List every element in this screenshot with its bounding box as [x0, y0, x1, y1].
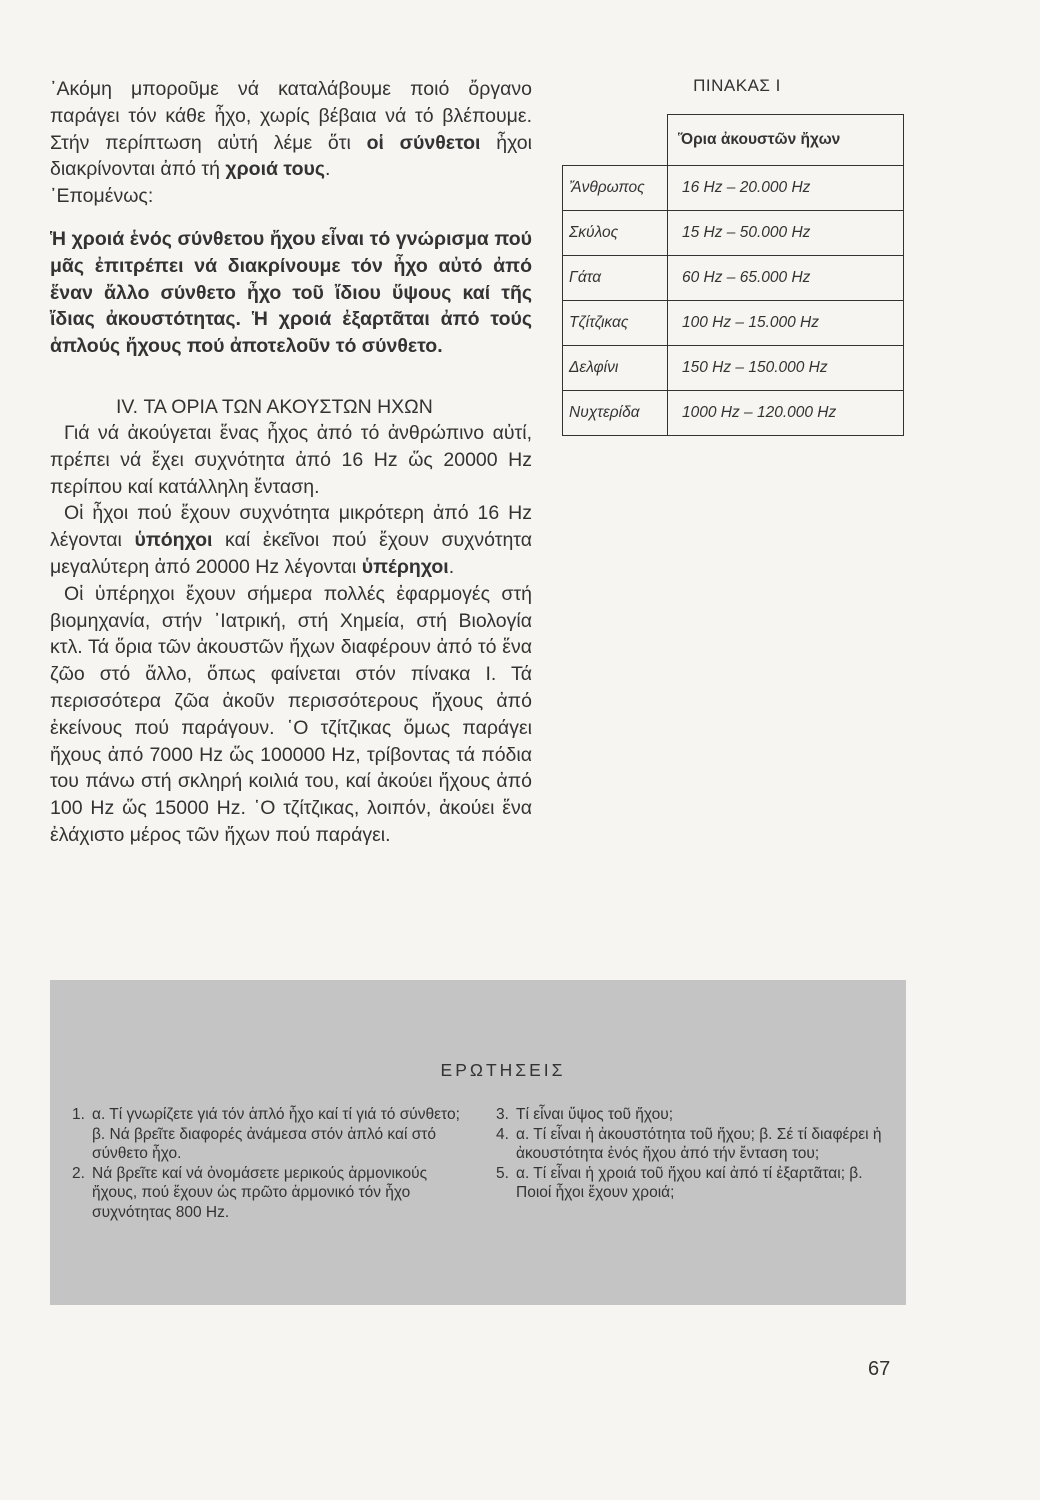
table-row	[563, 256, 904, 301]
animal-cell: Σκύλος	[563, 211, 668, 256]
table-corner	[563, 115, 668, 166]
animal-cell: Νυχτερίδα	[563, 391, 668, 436]
questions-left-column	[72, 1105, 472, 1222]
table-header-row	[563, 115, 904, 166]
question-number: 4.	[496, 1125, 509, 1143]
animal-cell: Τζίτζικας	[563, 301, 668, 346]
question-text: α. Τί γνωρίζετε γιά τόν ἁπλό ἦχο καί τί γιά τό σύνθετο; β. Νά βρεῖτε διαφορές ἀνάμεσα στόν ἁπλό καί στό σύνθετο ἦχο.	[92, 1106, 460, 1162]
timbre-definition: Ἡ χροιά ἑνός σύνθετου ἤχου εἶναι τό γνώρισμα πού μᾶς ἐπιτρέπει νά διακρίνουμε τόν ἦχο αὐτό ἀπό ἕναν ἄλλο σύνθετο ἦχο τοῦ ἴδιου ὕψους καί τῆς ἴδιας ἀκουστότητας. Ἡ χροιά ἐξαρτᾶται ἀπό τούς ἁπλούς ἤχους πού ἀποτελοῦν τό σύνθετο.	[50, 227, 532, 358]
paragraph-infrasound-ultrasound: Οἱ ἦχοι πού ἔχουν συχνότητα μικρότερη ἀπό 16 Hz λέγονται ὑπόηχοι καί ἐκεῖνοι πού ἔχουν συχνότητα μεγαλύτερη ἀπό 20000 Hz λέγονται ὑπέρηχοι.	[50, 502, 532, 578]
table-row	[563, 166, 904, 211]
questions-title: ΕΡΩΤΗΣΕΙΣ	[440, 1060, 566, 1080]
table-row	[563, 301, 904, 346]
hearing-range-table	[562, 114, 904, 436]
paragraph-timbre-intro: ᾽Ακόμη μποροῦμε νά καταλάβουμε ποιό ὄργανο παράγει τόν κάθε ἦχο, χωρίς βέβαια νά τό βλέπουμε. Στήν περίπτωση αὐτή λέμε ὅτι οἱ σύνθετοι ἦχοι διακρίνονται ἀπό τή χροιά τους.	[50, 78, 532, 181]
hearing-range-table-section	[562, 76, 904, 436]
question-item	[72, 1105, 472, 1164]
bold-term-infrasound: ὑπόηχοι	[134, 529, 213, 552]
main-text-column	[50, 76, 532, 849]
bold-term-ultrasound: ὑπέρηχοι	[361, 555, 449, 578]
question-item	[496, 1125, 886, 1164]
range-cell: 1000 Hz – 120.000 Hz	[668, 391, 904, 436]
question-item	[496, 1105, 886, 1125]
range-cell: 15 Hz – 50.000 Hz	[668, 211, 904, 256]
question-number: 3.	[496, 1106, 509, 1123]
bold-term-timbre: χροιά τους	[225, 158, 325, 181]
table-header: Ὅρια ἀκουστῶν ἤχων	[668, 115, 904, 166]
question-number: 2.	[72, 1164, 85, 1182]
page-number: 67	[868, 1358, 891, 1380]
paragraph-ultrasound-applications: Οἱ ὑπέρηχοι ἔχουν σήμερα πολλές ἐφαρμογές στή βιομηχανία, στήν ᾽Ιατρική, στή Χημεία, στή Βιολογία κτλ. Τά ὅρια τῶν ἀκουστῶν ἤχων διαφέρουν ἀπό τό ἕνα ζῶο στό ἄλλο, ὅπως φαίνεται στόν πίνακα Ι. Τά περισσότερα ζῶα ἀκοῦν περισσότερους ἤχους ἀπό ἐκείνους πού παράγουν. ῾Ο τζίτζικας ὅμως παράγει ἤχους ἀπό 7000 Hz ὥς 100000 Hz, τρίβοντας τά πόδια του πάνω στή σκληρή κοιλιά του, καί ἀκούει ἤχους ἀπό 100 Hz ὥς 15000 Hz. ῾Ο τζίτζικας, λοιπόν, ἀκούει ἕνα ἐλάχιστο μέρος τῶν ἤχων πού παράγει.	[50, 582, 532, 846]
animal-cell: Ἄνθρωπος	[563, 166, 668, 211]
question-item	[72, 1164, 472, 1223]
range-cell: 150 Hz – 150.000 Hz	[668, 346, 904, 391]
bold-term-composite: οἱ σύνθετοι	[366, 131, 481, 154]
range-cell: 60 Hz – 65.000 Hz	[668, 256, 904, 301]
question-text: α. Τί εἶναι ἡ χροιά τοῦ ἤχου καί ἀπό τί ἐξαρτᾶται; β. Ποιοί ἦχοι ἔχουν χροιά;	[516, 1164, 863, 1201]
question-number: 5.	[496, 1164, 509, 1182]
animal-cell: Δελφίνι	[563, 346, 668, 391]
paragraph-audible-range: Γιά νά ἀκούγεται ἕνας ἦχος ἀπό τό ἀνθρώπινο αὐτί, πρέπει νά ἔχει συχνότητα ἀπό 16 Hz ὥς 20000 Hz περίπου καί κατάλληλη ἔνταση.	[50, 421, 532, 498]
question-text: Τί εἶναι ὕψος τοῦ ἤχου;	[516, 1106, 674, 1123]
questions-box	[50, 980, 906, 1305]
question-text: α. Τί εἶναι ἡ ἀκουστότητα τοῦ ἤχου; β. Σέ τί διαφέρει ἡ ἀκουστότητα ἑνός ἤχου ἀπό τήν ἔνταση του;	[516, 1125, 882, 1162]
paragraph-therefore: ᾽Επομένως:	[50, 185, 154, 208]
questions-right-column	[496, 1105, 886, 1203]
section-heading: IV. ΤΑ ΟΡΙΑ ΤΩΝ ΑΚΟΥΣΤΩΝ ΗΧΩΝ	[116, 395, 433, 418]
range-cell: 100 Hz – 15.000 Hz	[668, 301, 904, 346]
question-item	[496, 1164, 886, 1203]
question-number: 1.	[72, 1106, 85, 1123]
animal-cell: Γάτα	[563, 256, 668, 301]
table-row	[563, 211, 904, 256]
range-cell: 16 Hz – 20.000 Hz	[668, 166, 904, 211]
table-row	[563, 391, 904, 436]
table-title: ΠΙΝΑΚΑΣ Ι	[693, 76, 781, 95]
question-text: Νά βρεῖτε καί νά ὀνομάσετε μερικούς ἁρμονικούς ἤχους, πού ἔχουν ὡς πρῶτο ἁρμονικό τόν ἦχο συχνότητας 800 Hz.	[92, 1164, 428, 1221]
table-row	[563, 346, 904, 391]
